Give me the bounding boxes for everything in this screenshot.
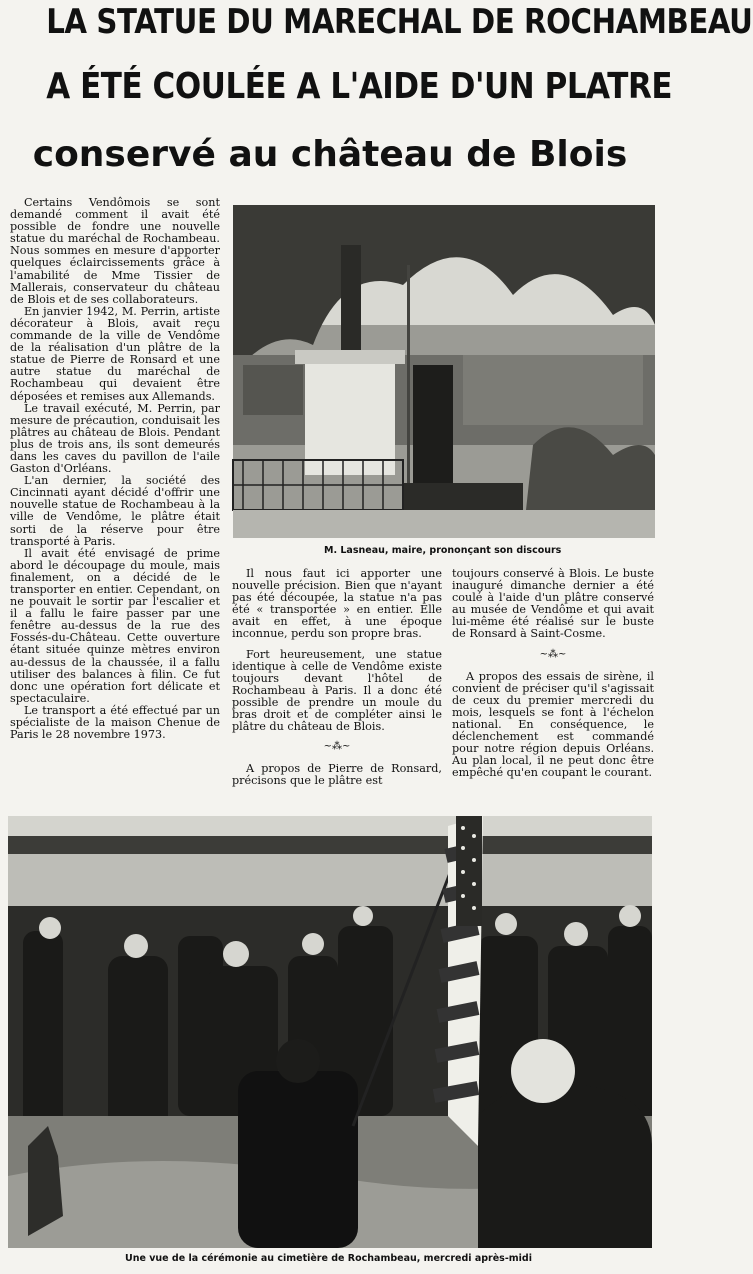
paragraph: Il nous faut ici apporter une nouvelle précision. Bien que n'ayant pas été découpée, la statue n'a pas été « transportée » en entier. Elle avait en effet, à une époque inconnue, perdu son propre bras.	[232, 567, 442, 641]
article-column-3	[452, 568, 654, 780]
photo-mayor-speech	[233, 205, 655, 538]
photo-mayor-speech-image	[233, 205, 655, 538]
headline-line-1: LA STATUE DU MARECHAL DE ROCHAMBEAU	[46, 2, 753, 42]
paragraph: A propos des essais de sirène, il convient de préciser qu'il s'agissait de ceux du premier mercredi du mois, lesquels se font à l'échelon national. En conséquence, le déclenchement est commandé pour notre région depuis Orléans. Au plan local, il ne peut donc être empêché qu'en coupant le courant.	[452, 669, 654, 780]
article-column-2	[232, 568, 442, 788]
paragraph: Le travail exécuté, M. Perrin, par mesure de précaution, conduisait les plâtres au château de Blois. Pendant plus de trois ans, ils sont demeurés dans les caves du pavillon de l'aile Gaston d'Orléans.	[10, 401, 220, 476]
separator-ornament: ~⁂~	[539, 648, 567, 660]
headline-line-2: A ÉTÉ COULÉE A L'AIDE D'UN PLATRE	[46, 66, 673, 107]
paragraph: En janvier 1942, M. Perrin, artiste décorateur à Blois, avait reçu commande de la ville de Vendôme de la réalisation d'un plâtre de la statue de Pierre de Ronsard et une autre statue du maréchal de Rochambeau qui devaient être déposées et remises aux Allemands.	[10, 304, 220, 403]
photo-caption-mayor: M. Lasneau, maire, prononçant son discours	[324, 545, 562, 556]
article-column-1	[10, 197, 220, 741]
paragraph: Le transport a été effectué par un spécialiste de la maison Chenue de Paris le 28 novembre 1973.	[10, 703, 220, 742]
paragraph: Certains Vendômois se sont demandé comment il avait été possible de fondre une nouvelle statue du maréchal de Rochambeau. Nous sommes en mesure d'apporter quelques éclaircissements grâce à l'amabilité de Mme Tissier de Mallerais, conservateur du château de Blois et de ses collaborateurs.	[10, 196, 220, 306]
photo-caption-ceremony: Une vue de la cérémonie au cimetière de Rochambeau, mercredi après-midi	[125, 1253, 532, 1264]
photo-ceremony	[8, 816, 652, 1248]
photo-ceremony-image	[8, 816, 652, 1248]
paragraph: A propos de Pierre de Ronsard, précisons que le plâtre est	[232, 762, 442, 788]
paragraph: L'an dernier, la société des Cincinnati ayant décidé d'offrir une nouvelle statue de Rochambeau à la ville de Vendôme, le plâtre était sorti de la réserve pour être transporté à Paris.	[10, 474, 220, 548]
paragraph: Il avait été envisagé de prime abord le découpage du moule, mais finalement, on a décidé de le transporter en entier. Cependant, on ne pouvait le sortir par l'escalier et il a fallu le faire passer par une fenêtre au-dessus de la rue des Fossés-du-Château. Cette ouverture étant située quinze mètres environ au-dessus de la chaussée, il a fallu utiliser des balances à filin. Ce fut donc une opération fort délicate et spectaculaire.	[10, 546, 220, 705]
paragraph: toujours conservé à Blois. Le buste inauguré dimanche dernier a été coulé à l'aide d'un plâtre conservé au musée de Vendôme et qui avait lui-même été réalisé sur le buste de Ronsard à Saint-Cosme.	[452, 567, 654, 641]
headline-line-3: conservé au château de Blois	[32, 134, 628, 175]
separator-ornament: ~⁂~	[323, 741, 351, 753]
paragraph: Fort heureusement, une statue identique à celle de Vendôme existe toujours devant l'hôtel de Rochambeau à Paris. Il a donc été possible de prendre un moule du bras droit et de compléter ainsi le plâtre du château de Blois.	[232, 647, 442, 734]
